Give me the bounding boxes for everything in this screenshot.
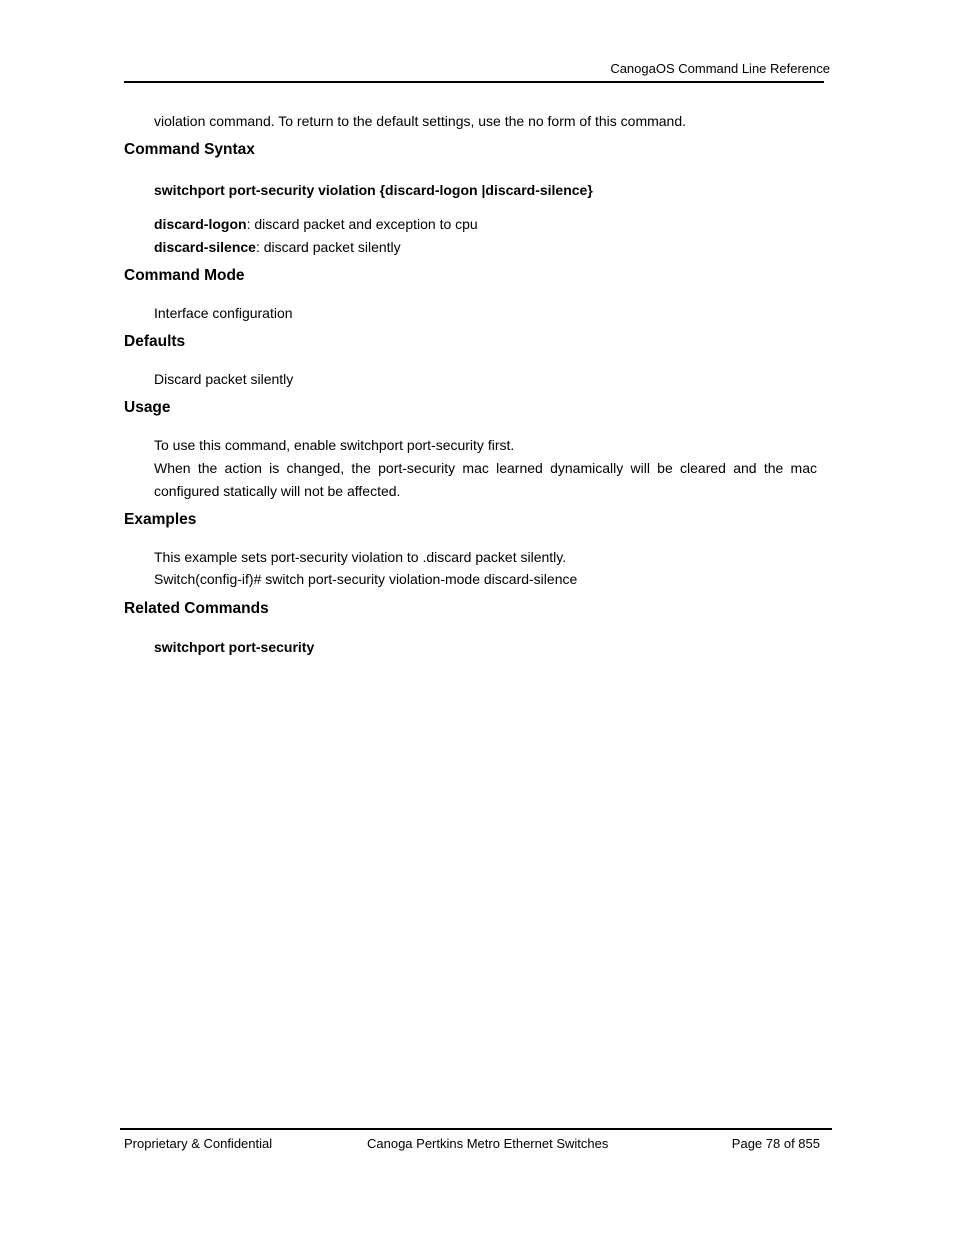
command-syntax: switchport port-security violation {discard-logon |discard-silence} [154,182,593,198]
related-command: switchport port-security [154,639,315,655]
intro-text: violation command. To return to the default settings, use the no form of this command. [154,113,687,129]
heading-command-mode: Command Mode [124,267,245,284]
defaults-text: Discard packet silently [154,371,294,387]
running-header: CanogaOS Command Line Reference [610,61,830,76]
footer-confidential: Proprietary & Confidential [124,1136,273,1151]
heading-examples: Examples [124,511,197,528]
param-desc: : discard packet silently [255,239,401,255]
footer-product: Canoga Pertkins Metro Ethernet Switches [367,1136,609,1151]
example-command: Switch(config-if)# switch port-security violation-mode discard-silence [154,571,578,587]
footer-page-number: Page 78 of 855 [731,1136,820,1151]
param-discard-silence [154,236,401,259]
heading-usage: Usage [124,399,171,416]
heading-command-syntax: Command Syntax [124,141,255,158]
usage-line-2: When the action is changed, the port-security mac learned dynamically will be cleared and the mac configured statically will not be affected. [154,460,817,499]
param-discard-logon [154,213,478,236]
footer-rule [120,1128,832,1130]
param-name: discard-silence [154,239,256,255]
heading-defaults: Defaults [124,333,186,350]
param-desc: : discard packet and exception to cpu [246,216,478,232]
usage-line-1: To use this command, enable switchport port-security first. [154,437,515,453]
example-description: This example sets port-security violation to .discard packet silently. [154,549,567,565]
command-mode-text: Interface configuration [154,305,293,321]
header-rule [124,81,824,83]
heading-related-commands: Related Commands [124,600,269,617]
param-name: discard-logon [154,216,247,232]
